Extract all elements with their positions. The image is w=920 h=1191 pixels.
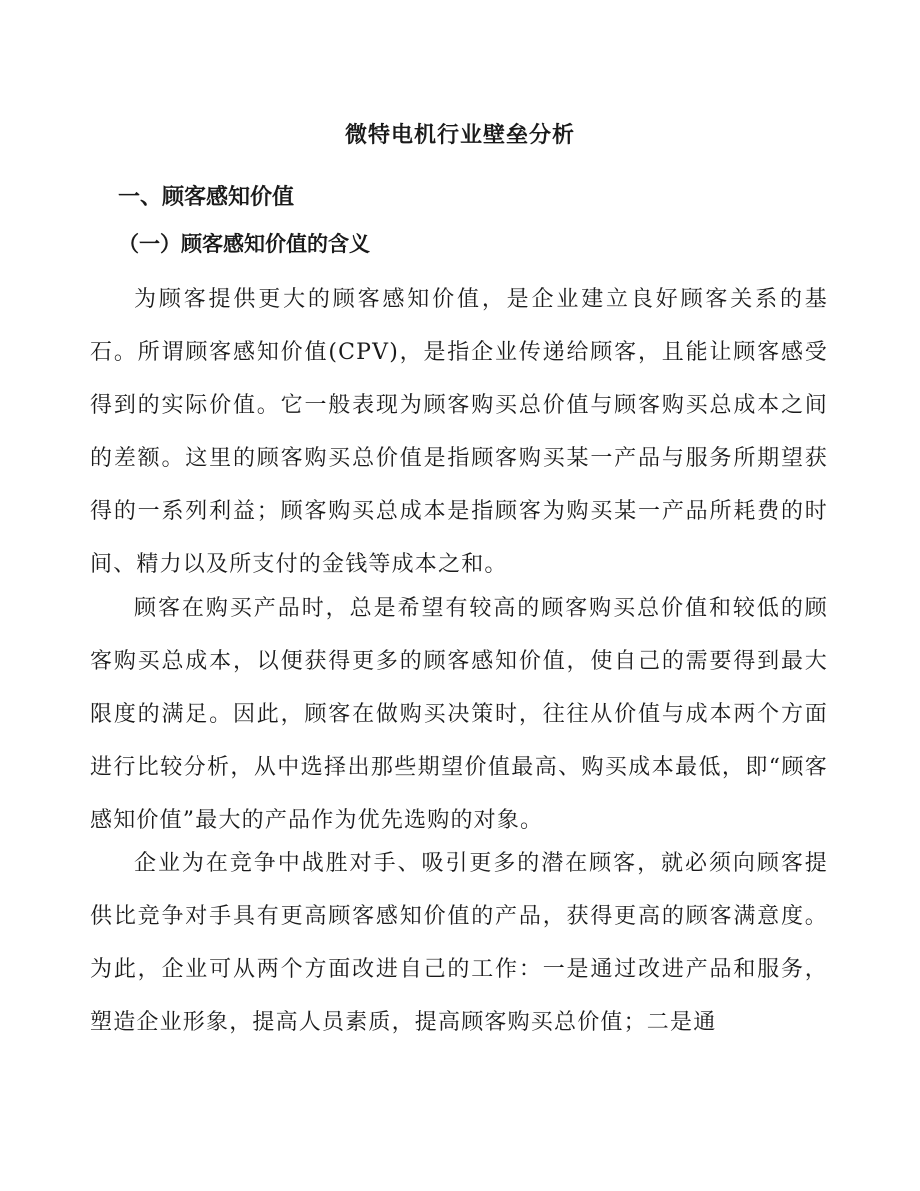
subsection-heading: （一）顾客感知价值的含义 <box>118 231 370 256</box>
body-paragraph-3: 企业为在竞争中战胜对手、吸引更多的潜在顾客，就必须向顾客提供比竞争对手具有更高顾客感知价值的产品，获得更高的顾客满意度。为此，企业可从两个方面改进自己的工作：一是通过改进产品和服务，塑造企业形象，提高人员素质，提高顾客购买总价值；二是通 <box>90 851 828 1035</box>
document-title: 微特电机行业壁垒分析 <box>344 122 575 148</box>
body-paragraph-1: 为顾客提供更大的顾客感知价值，是企业建立良好顾客关系的基石。所谓顾客感知价值(CPV)，是指企业传递给顾客，且能让顾客感受得到的实际价值。它一般表现为顾客购买总价值与顾客购买总成本之间的差额。这里的顾客购买总价值是指顾客购买某一产品与服务所期望获得的一系列利益；顾客购买总成本是指顾客为购买某一产品所耗费的时间、精力以及所支付的金钱等成本之和。 <box>90 287 828 577</box>
section-heading: 一、顾客感知价值 <box>118 184 295 210</box>
body-paragraph-2: 顾客在购买产品时，总是希望有较高的顾客购买总价值和较低的顾客购买总成本，以便获得更多的顾客感知价值，使自己的需要得到最大限度的满足。因此，顾客在做购买决策时，往往从价值与成本两个方面进行比较分析，从中选择出那些期望价值最高、购买成本最低，即“顾客感知价值”最大的产品作为优先选购的对象。 <box>90 596 828 833</box>
